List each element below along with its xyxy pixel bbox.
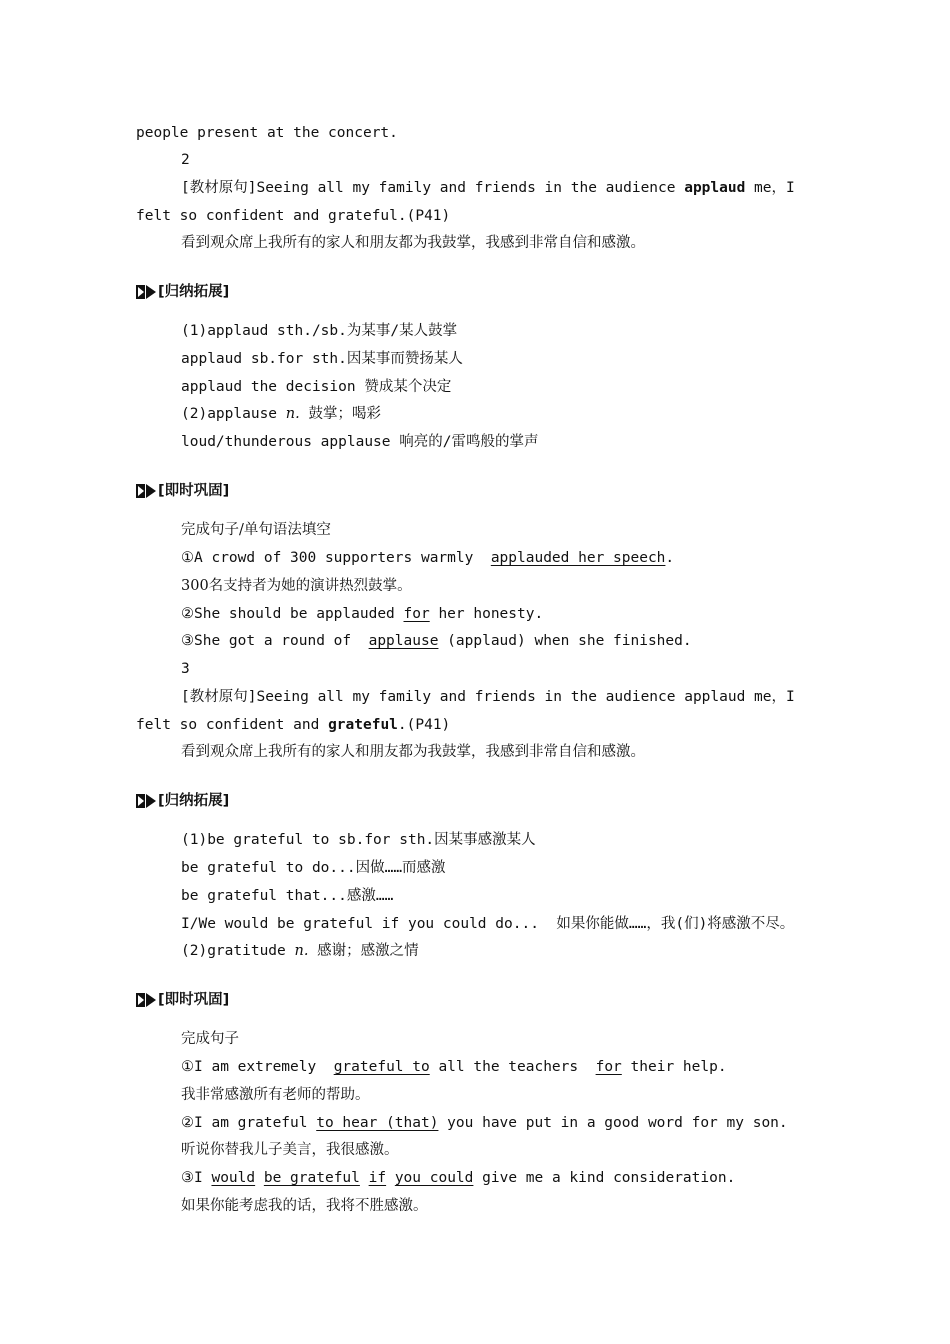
exercise-item: ①I am extremely grateful to all the teachers for their help. [181,1059,727,1075]
play-icon [136,484,156,498]
section-header: [即时巩固] [136,481,229,501]
expansion-item: (2)gratitude n. 感谢；感激之情 [181,943,419,959]
exercise-item: ③She got a round of applause (applaud) when she finished. [181,633,692,649]
translation: 我非常感激所有老师的帮助。 [181,1087,370,1103]
section-header: [归纳拓展] [136,791,229,811]
answer: if [368,1170,387,1186]
answer: applause [368,633,439,649]
item-number: 2 [181,152,190,168]
paragraph-continuation: people present at the concert. [136,125,398,141]
answer: applauded her speech [490,550,666,566]
expansion-item: be grateful that...感激…… [181,888,394,904]
source-sentence: [教材原句]Seeing all my family and friends in the audience applaud me，I [181,180,795,196]
source-sentence-cont: felt so confident and grateful.(P41) [136,208,451,224]
exercise-item: ②She should be applauded for her honesty. [181,606,544,622]
expansion-item: be grateful to do...因做……而感激 [181,860,446,876]
expansion-item: (1)applaud sth./sb.为某事/某人鼓掌 [181,323,458,339]
expansion-item: loud/thunderous applause 响亮的/雷鸣般的掌声 [181,434,539,450]
section-header: [即时巩固] [136,990,229,1010]
translation: 听说你替我儿子美言，我很感激。 [181,1142,399,1158]
play-icon [136,993,156,1007]
answer: to hear (that) [316,1115,439,1131]
exercise-item: ①A crowd of 300 supporters warmly applauded her speech. [181,550,675,566]
play-icon [136,794,156,808]
answer: for [403,606,430,622]
expansion-item: applaud sb.for sth.因某事而赞扬某人 [181,351,463,367]
answer: for [595,1059,622,1075]
source-sentence-cont: felt so confident and grateful.(P41) [136,717,451,733]
exercise-item: ②I am grateful to hear (that) you have put in a good word for my son. [181,1115,788,1131]
keyword: applaud [684,180,746,196]
expansion-item: (2)applause n. 鼓掌；喝彩 [181,406,381,422]
source-sentence: [教材原句]Seeing all my family and friends in the audience applaud me，I [181,689,795,705]
expansion-item: applaud the decision 赞成某个决定 [181,379,452,395]
exercise-title: 完成句子 [181,1031,239,1047]
translation: 看到观众席上我所有的家人和朋友都为我鼓掌，我感到非常自信和感激。 [181,744,645,760]
expansion-item: I/We would be grateful if you could do... 如果你能做……，我(们)将感激不尽。 [181,916,795,932]
expansion-item: (1)be grateful to sb.for sth.因某事感激某人 [181,832,536,848]
translation: 看到观众席上我所有的家人和朋友都为我鼓掌，我感到非常自信和感激。 [181,235,645,251]
exercise-title: 完成句子/单句语法填空 [181,522,331,538]
translation: 300名支持者为她的演讲热烈鼓掌。 [181,578,412,594]
item-number: 3 [181,661,190,677]
exercise-item: ③I would be grateful if you could give me a kind consideration. [181,1170,736,1186]
answer: would [211,1170,256,1186]
answer: grateful to [333,1059,430,1075]
keyword: grateful [328,717,398,733]
play-icon [136,285,156,299]
answer: be grateful [263,1170,360,1186]
translation: 如果你能考虑我的话，我将不胜感激。 [181,1198,428,1214]
answer: you could [394,1170,474,1186]
section-header: [归纳拓展] [136,282,229,302]
